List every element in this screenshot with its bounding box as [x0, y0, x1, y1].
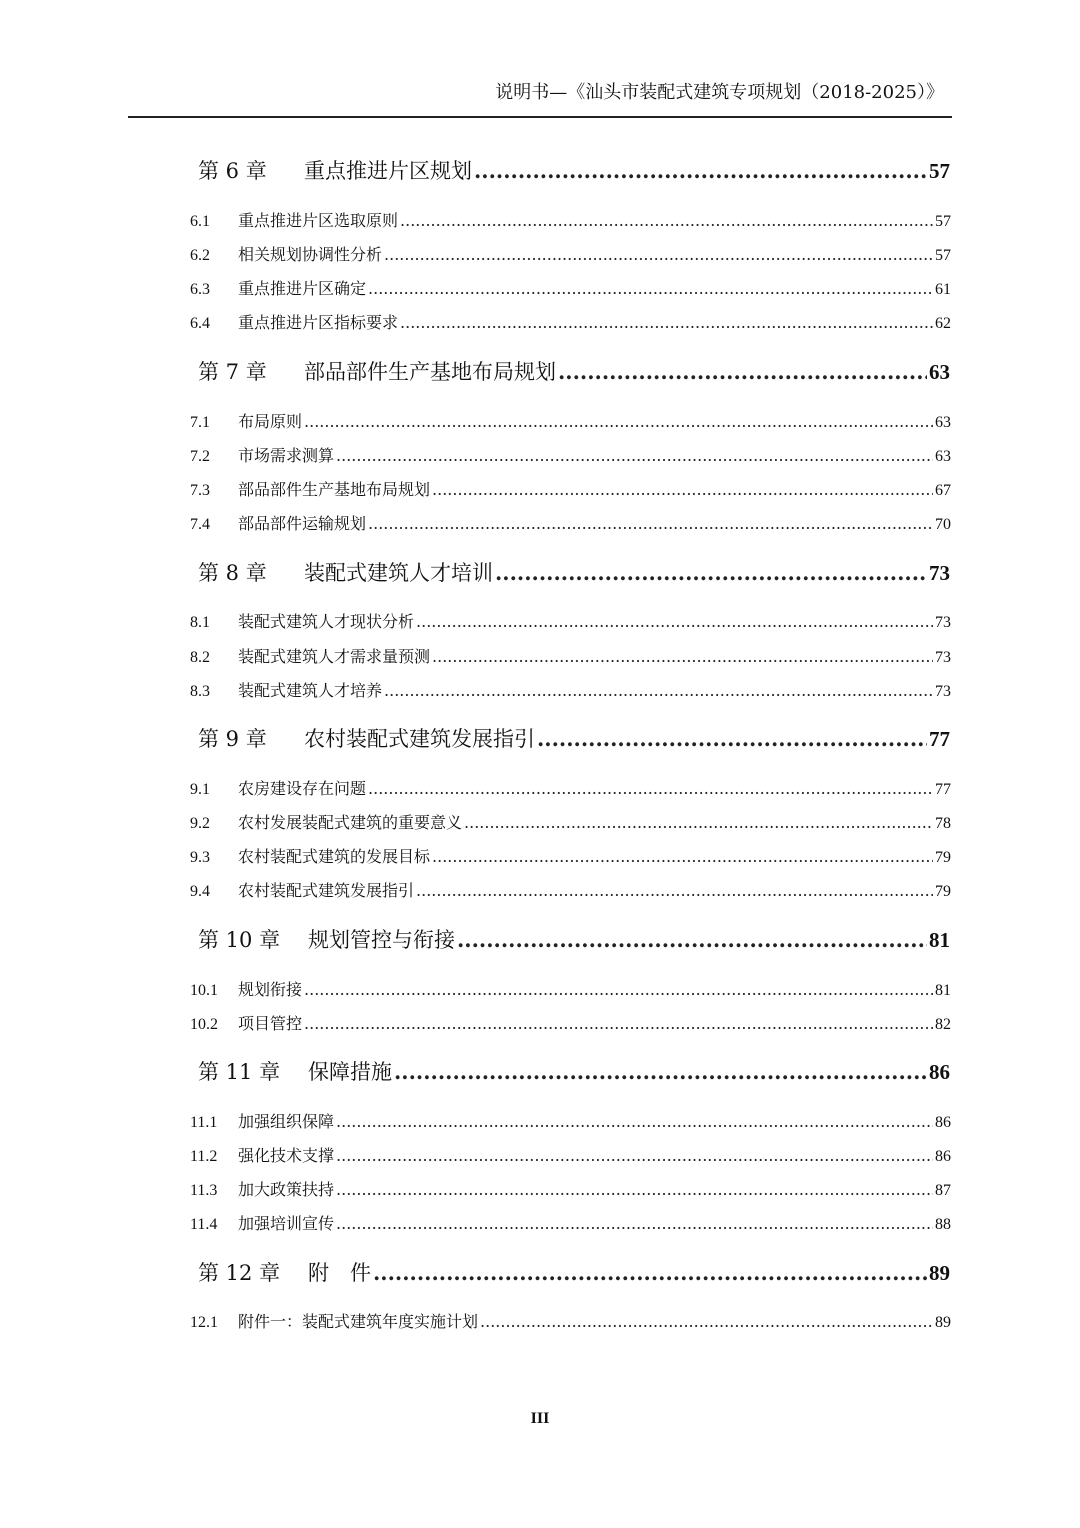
toc-chapter-row[interactable]	[198, 1257, 950, 1287]
page-header-title: 说明书—《汕头市装配式建筑专项规划（2018-2025）》	[495, 82, 944, 103]
toc-entry-title: 加强组织保障	[238, 1112, 335, 1131]
toc-entry-number: 8.3	[190, 683, 210, 700]
toc-entry-page: 81	[935, 982, 951, 999]
toc-entry-title: 装配式建筑人才现状分析	[238, 612, 415, 631]
toc-section-row[interactable]	[190, 310, 951, 333]
toc-section-row[interactable]	[190, 208, 951, 231]
toc-entry-number: 6.1	[190, 213, 210, 230]
dot-leader	[480, 1312, 933, 1331]
toc-section-row[interactable]	[190, 1177, 951, 1200]
toc-entry-page: 73	[929, 561, 950, 585]
dot-leader	[304, 1014, 933, 1033]
toc-section-row[interactable]	[190, 678, 951, 701]
dot-leader	[416, 881, 933, 900]
toc-entry-page: 89	[935, 1314, 951, 1331]
toc-section-row[interactable]	[190, 443, 951, 466]
toc-entry-number: 9.2	[190, 815, 210, 832]
toc-entry-number: 11.2	[190, 1148, 218, 1165]
toc-entry-page: 73	[935, 683, 951, 700]
toc-chapter-row[interactable]	[198, 155, 950, 185]
toc-entry-page: 77	[935, 781, 951, 798]
toc-entry-title: 市场需求测算	[238, 446, 335, 465]
toc-entry-page: 63	[935, 448, 951, 465]
dot-leader	[432, 647, 933, 666]
toc-section-row[interactable]	[190, 977, 951, 1000]
toc-section-row[interactable]	[190, 477, 951, 500]
toc-section-row[interactable]	[190, 276, 951, 299]
toc-section-row[interactable]	[190, 409, 951, 432]
toc-entry-page: 82	[935, 1016, 951, 1033]
toc-entry-number: 12.1	[190, 1314, 218, 1331]
dot-leader	[495, 560, 927, 585]
toc-entry-page: 87	[935, 1182, 951, 1199]
toc-section-row[interactable]	[190, 1143, 951, 1166]
toc-section-row[interactable]	[190, 1211, 951, 1234]
toc-entry-number: 7.4	[190, 516, 210, 533]
dot-leader	[336, 1180, 933, 1199]
toc-entry-title: 重点推进片区确定	[238, 279, 367, 298]
toc-entry-page: 88	[935, 1216, 951, 1233]
toc-entry-page: 57	[929, 159, 950, 183]
toc-section-row[interactable]	[190, 1109, 951, 1132]
toc-section-row[interactable]	[190, 242, 951, 265]
dot-leader	[384, 245, 933, 264]
dot-leader	[336, 1112, 933, 1131]
toc-entry-title: 部品部件生产基地布局规划	[304, 360, 556, 384]
toc-entry-page: 57	[935, 213, 951, 230]
toc-entry-title: 装配式建筑人才培养	[238, 681, 383, 700]
toc-entry-number: 11.4	[190, 1216, 218, 1233]
toc-section-row[interactable]	[190, 1309, 951, 1332]
toc-entry-title: 农村装配式建筑发展指引	[304, 727, 535, 751]
dot-leader	[336, 1214, 933, 1233]
toc-entry-page: 81	[929, 928, 950, 952]
toc-entry-page: 57	[935, 247, 951, 264]
toc-section-row[interactable]	[190, 776, 951, 799]
toc-entry-page: 89	[929, 1261, 950, 1285]
dot-leader	[400, 211, 933, 230]
page-number: III	[530, 1410, 550, 1427]
toc-entry-number: 11.3	[190, 1182, 218, 1199]
toc-section-row[interactable]	[190, 810, 951, 833]
dot-leader	[368, 779, 933, 798]
toc-entry-page: 61	[935, 281, 951, 298]
toc-entry-number: 6.2	[190, 247, 210, 264]
dot-leader	[336, 446, 933, 465]
toc-entry-number: 8.1	[190, 614, 210, 631]
toc-entry-page: 63	[935, 414, 951, 431]
toc-entry-page: 77	[929, 727, 950, 751]
toc-entry-number: 第 11 章	[198, 1060, 281, 1084]
toc-entry-title: 重点推进片区指标要求	[238, 313, 399, 332]
toc-chapter-row[interactable]	[198, 356, 950, 386]
toc-entry-title: 装配式建筑人才需求量预测	[238, 647, 431, 666]
toc-entry-title: 规划管控与衔接	[308, 928, 455, 952]
toc-entry-page: 79	[935, 849, 951, 866]
toc-entry-page: 86	[935, 1148, 951, 1165]
dot-leader	[537, 726, 927, 751]
toc-entry-page: 78	[935, 815, 951, 832]
toc-entry-number: 7.2	[190, 448, 210, 465]
dot-leader	[432, 847, 933, 866]
dot-leader	[304, 412, 933, 431]
toc-entry-title: 加强培训宣传	[238, 1214, 335, 1233]
toc-chapter-row[interactable]	[198, 1056, 950, 1086]
toc-entry-number: 9.1	[190, 781, 210, 798]
toc-chapter-row[interactable]	[198, 924, 950, 954]
toc-entry-page: 79	[935, 883, 951, 900]
header-divider	[128, 116, 952, 118]
toc-entry-title: 装配式建筑人才培训	[304, 561, 493, 585]
dot-leader	[368, 279, 933, 298]
toc-section-row[interactable]	[190, 844, 951, 867]
toc-section-row[interactable]	[190, 511, 951, 534]
dot-leader	[394, 1059, 927, 1084]
toc-entry-page: 73	[935, 614, 951, 631]
toc-entry-number: 第 9 章	[198, 727, 267, 751]
toc-entry-title: 项目管控	[238, 1014, 303, 1033]
toc-entry-page: 63	[929, 360, 950, 384]
toc-section-row[interactable]	[190, 644, 951, 667]
dot-leader	[457, 927, 927, 952]
toc-entry-number: 9.4	[190, 883, 210, 900]
toc-entry-number: 第 6 章	[198, 159, 267, 183]
dot-leader	[373, 1260, 927, 1285]
dot-leader	[400, 313, 933, 332]
toc-entry-title: 重点推进片区选取原则	[238, 211, 399, 230]
toc-entry-title: 附件一：装配式建筑年度实施计划	[238, 1312, 479, 1331]
toc-entry-number: 10.2	[190, 1016, 218, 1033]
toc-entry-title: 保障措施	[308, 1060, 392, 1084]
toc-entry-page: 73	[935, 649, 951, 666]
toc-entry-title: 附 件	[308, 1261, 371, 1285]
toc-section-row[interactable]	[190, 878, 951, 901]
toc-entry-number: 第 10 章	[198, 928, 281, 952]
toc-entry-title: 农房建设存在问题	[238, 779, 367, 798]
toc-entry-title: 农村装配式建筑的发展目标	[238, 847, 431, 866]
toc-entry-title: 加大政策扶持	[238, 1180, 335, 1199]
toc-entry-title: 规划衔接	[238, 980, 303, 999]
toc-entry-title: 农村发展装配式建筑的重要意义	[238, 813, 463, 832]
toc-entry-title: 部品部件生产基地布局规划	[238, 480, 431, 499]
toc-chapter-row[interactable]	[198, 557, 950, 587]
toc-entry-title: 强化技术支撑	[238, 1146, 335, 1165]
toc-entry-title: 相关规划协调性分析	[238, 245, 383, 264]
toc-entry-title: 农村装配式建筑发展指引	[238, 881, 415, 900]
toc-entry-title: 部品部件运输规划	[238, 514, 367, 533]
toc-entry-title: 重点推进片区规划	[304, 159, 472, 183]
toc-section-row[interactable]	[190, 609, 951, 632]
toc-entry-number: 第 12 章	[198, 1261, 281, 1285]
dot-leader	[368, 514, 933, 533]
toc-entry-number: 7.3	[190, 482, 210, 499]
toc-entry-number: 6.3	[190, 281, 210, 298]
toc-entry-number: 11.1	[190, 1114, 218, 1131]
dot-leader	[558, 359, 927, 384]
toc-entry-number: 6.4	[190, 315, 210, 332]
dot-leader	[304, 980, 933, 999]
toc-entry-number: 第 7 章	[198, 360, 267, 384]
toc-entry-number: 8.2	[190, 649, 210, 666]
dot-leader	[474, 158, 927, 183]
toc-entry-number: 7.1	[190, 414, 210, 431]
toc-entry-page: 86	[929, 1060, 950, 1084]
toc-entry-page: 62	[935, 315, 951, 332]
dot-leader	[432, 480, 933, 499]
toc-chapter-row[interactable]	[198, 723, 950, 753]
toc-entry-title: 布局原则	[238, 412, 303, 431]
toc-section-row[interactable]	[190, 1011, 951, 1034]
toc-entry-page: 70	[935, 516, 951, 533]
dot-leader	[384, 681, 933, 700]
dot-leader	[336, 1146, 933, 1165]
toc-entry-page: 67	[935, 482, 951, 499]
dot-leader	[464, 813, 933, 832]
toc-entry-number: 第 8 章	[198, 561, 267, 585]
dot-leader	[416, 612, 933, 631]
toc-entry-number: 10.1	[190, 982, 218, 999]
toc-entry-page: 86	[935, 1114, 951, 1131]
toc-entry-number: 9.3	[190, 849, 210, 866]
